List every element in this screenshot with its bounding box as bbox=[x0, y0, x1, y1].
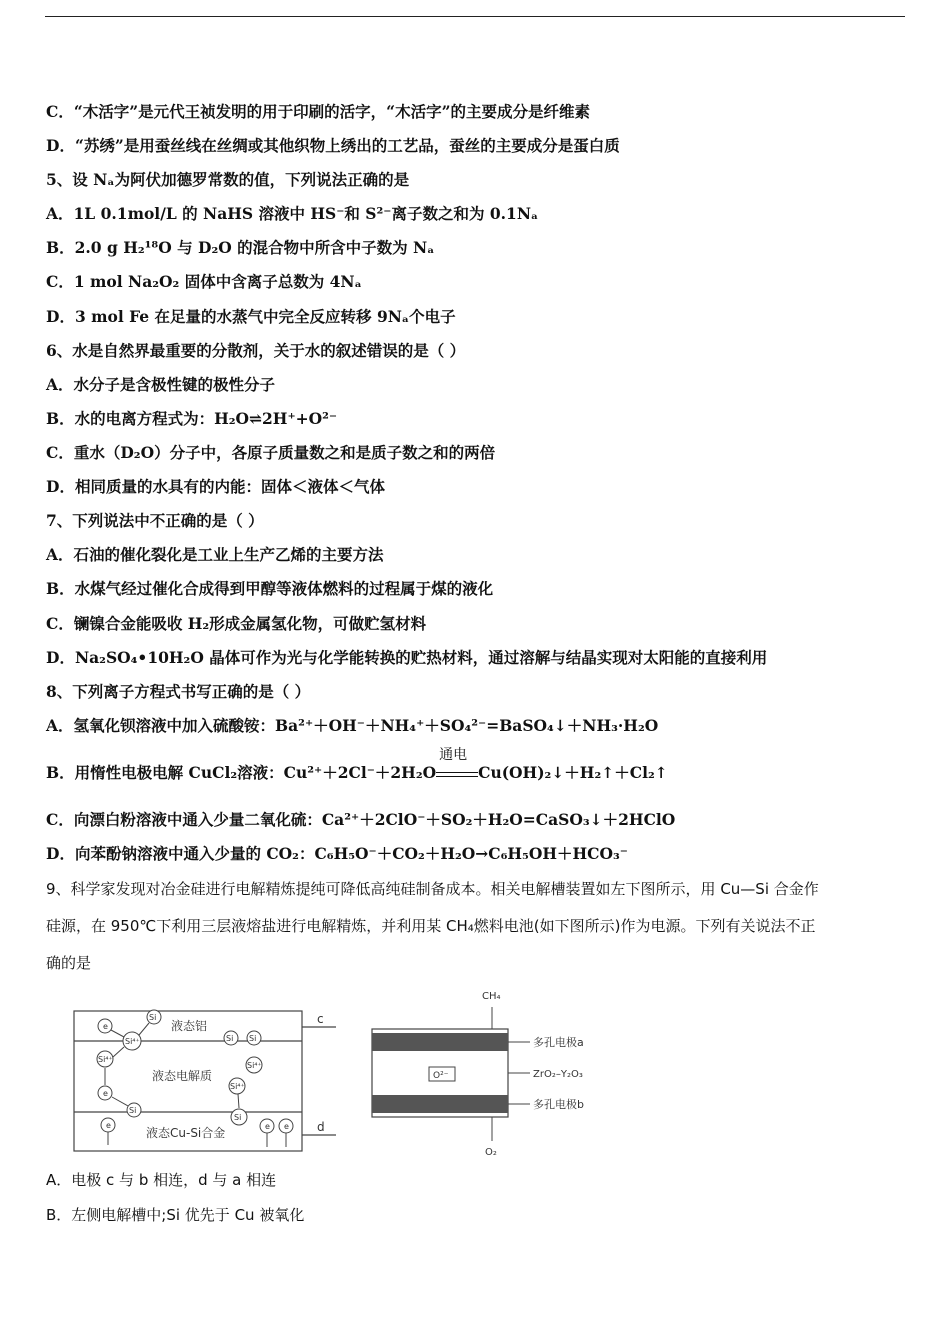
layer-electrolyte-label: 液态电解质 bbox=[152, 1069, 213, 1083]
electrode-c-label: c bbox=[317, 1012, 324, 1026]
electrode-a-band bbox=[372, 1033, 508, 1051]
option-a-q8: A．氢氧化钡溶液中加入硫酸铵：Ba²⁺＋OH⁻＋NH₄⁺＋SO₄²⁻=BaSO₄↓＋NH₃·H₂O bbox=[46, 716, 659, 735]
si4-label: Si⁴⁺ bbox=[230, 1082, 245, 1091]
question-9-line1: 9、科学家发现对冶金硅进行电解精炼提纯可降低高纯硅制备成本。相关电解槽装置如左下图所示，用 Cu—Si 合金作 bbox=[46, 880, 819, 898]
electron-label: e bbox=[265, 1122, 270, 1131]
question-9-line2: 硅源，在 950℃下利用三层液熔盐进行电解精炼，并利用某 CH₄燃料电池(如下图所示)作为电源。下列有关说法不正 bbox=[46, 917, 816, 935]
electron-label: e bbox=[106, 1121, 111, 1130]
electrode-d-label: d bbox=[317, 1120, 325, 1134]
si-label: Si bbox=[249, 1034, 257, 1043]
si4-label: Si⁴⁺ bbox=[125, 1037, 140, 1046]
oxide-ion-label: O²⁻ bbox=[433, 1071, 449, 1081]
si-label: Si bbox=[226, 1034, 234, 1043]
question-8: 8、下列离子方程式书写正确的是（ ） bbox=[46, 682, 311, 701]
question-5: 5、设 Nₐ为阿伏加德罗常数的值，下列说法正确的是 bbox=[46, 170, 410, 189]
option-b-q9: B．左侧电解槽中;Si 优先于 Cu 被氧化 bbox=[46, 1206, 305, 1224]
header-rule bbox=[45, 16, 905, 17]
option-a-q7: A．石油的催化裂化是工业上生产乙烯的主要方法 bbox=[46, 545, 384, 564]
option-a-q6: A．水分子是含极性键的极性分子 bbox=[46, 375, 276, 394]
si-label: Si bbox=[149, 1013, 157, 1022]
o2-label: O₂ bbox=[485, 1147, 497, 1158]
equation-right: Cu(OH)₂↓＋H₂↑＋Cl₂↑ bbox=[478, 763, 668, 782]
question-6: 6、水是自然界最重要的分散剂，关于水的叙述错误的是（ ） bbox=[46, 341, 466, 360]
arrow bbox=[238, 1094, 239, 1108]
si4-label: Si⁴⁺ bbox=[98, 1055, 113, 1064]
option-d-q6: D．相同质量的水具有的内能：固体＜液体＜气体 bbox=[46, 477, 385, 496]
option-d-q5: D．3 mol Fe 在足量的水蒸气中完全反应转移 9Nₐ个电子 bbox=[46, 307, 456, 326]
condition-label: 通电 bbox=[439, 747, 468, 763]
arrow bbox=[111, 1030, 124, 1037]
ch4-label: CH₄ bbox=[482, 991, 501, 1002]
arrow bbox=[113, 1047, 124, 1057]
arrow bbox=[139, 1023, 149, 1035]
double-line bbox=[436, 772, 478, 777]
layer-aluminum-label: 液态铝 bbox=[171, 1019, 208, 1033]
electron-label: e bbox=[284, 1122, 289, 1131]
reaction-condition bbox=[436, 747, 478, 783]
option-c-q8: C．向漂白粉溶液中通入少量二氧化硫：Ca²⁺＋2ClO⁻＋SO₂＋H₂O=CaSO₃↓＋2HClO bbox=[46, 810, 676, 829]
option-d-q4: D．“苏绣”是用蚕丝线在丝绸或其他织物上绣出的工艺品，蚕丝的主要成分是蛋白质 bbox=[46, 136, 620, 155]
option-a-q9: A．电极 c 与 b 相连，d 与 a 相连 bbox=[46, 1171, 277, 1189]
option-d-q7: D．Na₂SO₄•10H₂O 晶体可作为光与化学能转换的贮热材料，通过溶解与结晶实现对太阳能的直接利用 bbox=[46, 648, 768, 667]
layer-alloy-label: 液态Cu-Si合金 bbox=[146, 1126, 226, 1140]
question-9-line3: 确的是 bbox=[46, 954, 92, 972]
electrolyte-label: ZrO₂–Y₂O₃ bbox=[533, 1069, 583, 1080]
si-label: Si bbox=[234, 1113, 242, 1122]
option-c-q5: C．1 mol Na₂O₂ 固体中含离子总数为 4Nₐ bbox=[46, 272, 362, 291]
si-label: Si bbox=[129, 1106, 137, 1115]
arrow bbox=[112, 1097, 128, 1106]
option-c-q4: C．“木活字”是元代王祯发明的用于印刷的活字，“木活字”的主要成分是纤维素 bbox=[46, 102, 591, 121]
option-c-q7: C．镧镍合金能吸收 H₂形成金属氢化物，可做贮氢材料 bbox=[46, 614, 427, 633]
equation-left: B．用惰性电极电解 CuCl₂溶液：Cu²⁺＋2Cl⁻＋2H₂O bbox=[46, 763, 437, 782]
fuel-cell bbox=[372, 1007, 530, 1141]
si4-label: Si⁴⁺ bbox=[247, 1061, 262, 1070]
electron-label: e bbox=[103, 1022, 108, 1031]
electrode-b-label: 多孔电极b bbox=[533, 1098, 584, 1111]
electron-label: e bbox=[103, 1089, 108, 1098]
option-d-q8: D．向苯酚钠溶液中通入少量的 CO₂：C₆H₅O⁻＋CO₂＋H₂O→C₆H₅OH＋HCO₃⁻ bbox=[46, 844, 628, 863]
option-b-q7: B．水煤气经过催化合成得到甲醇等液体燃料的过程属于煤的液化 bbox=[46, 579, 494, 598]
electrode-a-label: 多孔电极a bbox=[533, 1036, 584, 1049]
question-7: 7、下列说法中不正确的是（ ） bbox=[46, 511, 264, 530]
electrode-b-band bbox=[372, 1095, 508, 1113]
option-a-q5: A．1L 0.1mol/L 的 NaHS 溶液中 HS⁻和 S²⁻离子数之和为 0.1Nₐ bbox=[46, 204, 539, 223]
option-c-q6: C．重水（D₂O）分子中，各原子质量数之和是质子数之和的两倍 bbox=[46, 443, 496, 462]
option-b-q5: B．2.0 g H₂¹⁸O 与 D₂O 的混合物中所含中子数为 Nₐ bbox=[46, 238, 435, 257]
electrolysis-figure bbox=[68, 985, 628, 1160]
option-b-q6: B．水的电离方程式为：H₂O⇌2H⁺+O²⁻ bbox=[46, 409, 338, 428]
option-b-q8 bbox=[46, 747, 668, 783]
